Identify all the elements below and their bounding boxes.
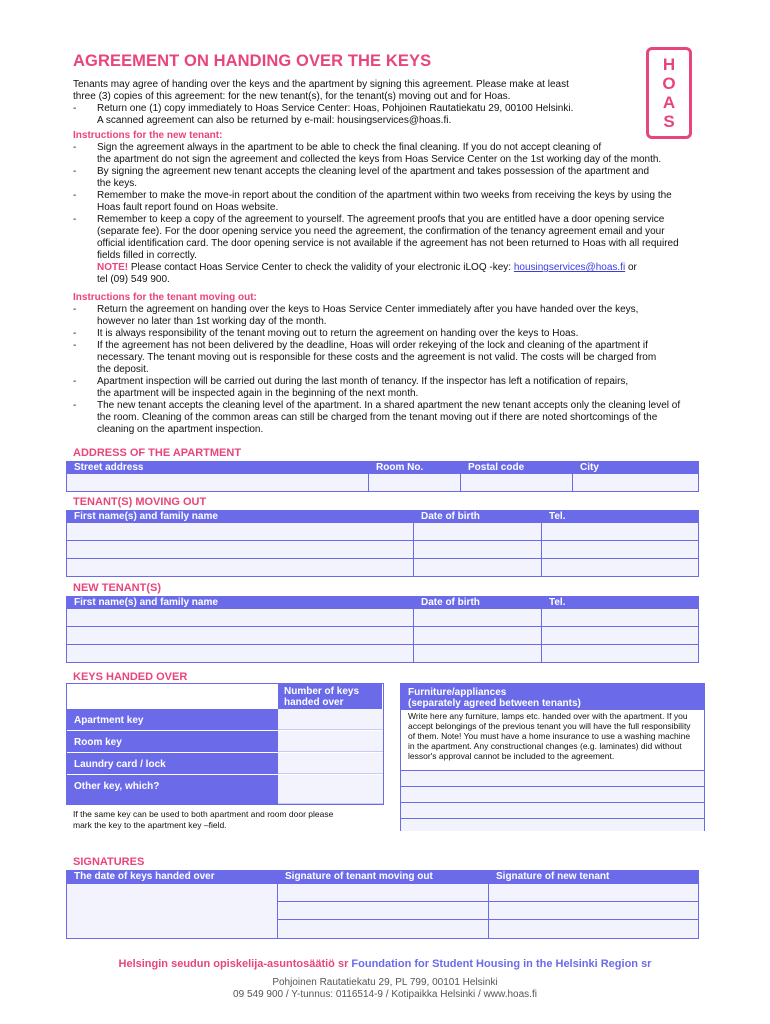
- item-line: Return the agreement on handing over the keys to Hoas Service Center immediately after you have handed over the keys,: [97, 304, 639, 315]
- intro-line: Tenants may agree of handing over the keys and the apartment by signing this agreement. Please make at least: [73, 79, 569, 90]
- intro-text: [73, 79, 569, 103]
- logo-letter: A: [662, 93, 676, 112]
- new-tenant-item: - Remember to make the move-in report about the condition of the apartment within two weeks from receiving the keys by using the Hoas fault report found on Hoas website.: [73, 190, 703, 214]
- address-table: [66, 461, 699, 492]
- item-line: It is always responsibility of the tenant moving out to return the agreement on handing over the keys to Hoas.: [97, 328, 579, 339]
- item-line: the deposit.: [97, 364, 149, 375]
- item-line: Sign the agreement always in the apartment to be able to check the final cleaning. If you do not accept cleaning of: [97, 142, 602, 153]
- new-tenant-heading: Instructions for the new tenant:: [73, 130, 223, 141]
- intro-line: three (3) copies of this agreement: for the new tenant(s), for the tenant(s) moving out and for Hoas.: [73, 91, 511, 102]
- name-field[interactable]: [67, 627, 414, 645]
- item-line: fields filled in correctly.: [97, 250, 197, 261]
- note-label: NOTE!: [97, 262, 129, 273]
- furniture-field[interactable]: [401, 802, 704, 818]
- keys-heading: KEYS HANDED OVER: [73, 671, 188, 683]
- col-room-no: Room No.: [369, 462, 461, 474]
- other-key-label: Other key, which?: [66, 775, 278, 804]
- furniture-header-line: Furniture/appliances: [408, 687, 507, 698]
- keys-note-line: mark the key to the apartment key –field.: [73, 820, 227, 830]
- date-of-birth-field[interactable]: [414, 523, 542, 541]
- new-tenants-heading: NEW TENANT(S): [73, 582, 161, 594]
- name-field[interactable]: [67, 559, 414, 577]
- item-line: the room. Cleaning of the common areas can still be charged from the tenant moving out if there are noted shortcomings of the: [97, 412, 658, 423]
- footer-contact: 09 549 900 / Y-tunnus: 0116514-9 / Kotipaikka Helsinki / www.hoas.fi: [233, 989, 537, 1000]
- col-tel: Tel.: [542, 597, 699, 609]
- city-field[interactable]: [573, 474, 699, 492]
- note-text: Please contact Hoas Service Center to check the validity of your electronic iLOQ -key:: [128, 262, 514, 273]
- laundry-card-label: Laundry card / lock: [66, 753, 278, 774]
- col-name: First name(s) and family name: [67, 511, 414, 523]
- item-line: the apartment do not sign the agreement and collected the keys from Hoas Service Center on the 1st working day of the month.: [97, 154, 662, 165]
- moving-out-heading: Instructions for the tenant moving out:: [73, 292, 257, 303]
- apartment-key-count-field[interactable]: [278, 709, 383, 730]
- tel-field[interactable]: [542, 559, 699, 577]
- new-tenant-item: - Sign the agreement always in the apartment to be able to check the final cleaning. If you do not accept cleaning of the apartment do not sign the agreement and collected the keys from Hoas Service Center on the 1st working day of the month.: [73, 142, 703, 166]
- keys-note: [73, 809, 333, 831]
- moving-out-item: - If the agreement has not been delivered by the deadline, Hoas will order rekeying of the lock and cleaning of the apartment if necessary. The tenant moving out is responsible for these costs and the agreement is not valid. The costs will be charged from the deposit.: [73, 340, 703, 376]
- number-of-keys-header: Number of keys handed over: [278, 683, 382, 709]
- furniture-note: Write here any furniture, lamps etc. handed over with the apartment. If you accept belongings of the previous tenant you will have the full responsibility of them. Note! You must have a home insurance to use a washing machine in the apartment. Any constructional changes (e.g. laminates) did without lessor's approval cannot be included to the agreement.: [408, 711, 691, 761]
- moving-out-table: [66, 510, 699, 577]
- new-tenant-item: - Remember to keep a copy of the agreement to yourself. The agreement proofs that you are entitled have a door opening service (separate fee). For the door opening service you need the agreement, the confirmation of the tenancy agreement email and your official identification card. The door opening service is not available if the agreement has not been returned to Hoas with all required fields filled in correctly. NOTE! Please contact Hoas Service Center to check the validity of your electronic iLOQ -key: housingservices@hoas.fi or tel (09) 549 900.: [73, 214, 703, 286]
- furniture-field[interactable]: [401, 818, 704, 831]
- col-tel: Tel.: [542, 511, 699, 523]
- signatures-heading: SIGNATURES: [73, 856, 145, 868]
- item-line: If the agreement has not been delivered by the deadline, Hoas will order rekeying of the lock and cleaning of the apartment if: [97, 340, 648, 351]
- moving-out-item: - The new tenant accepts the cleaning level of the apartment. In a shared apartment the new tenant accepts only the cleaning level of the room. Cleaning of the common areas can still be charged from the tenant moving out if there are noted shortcomings of the cleaning on the apartment inspection.: [73, 400, 703, 436]
- col-date-handed-over: The date of keys handed over: [66, 870, 277, 883]
- item-line: Apartment inspection will be carried out during the last month of tenancy. If the inspector has left a notification of repairs,: [97, 376, 629, 387]
- signature-moving-out-field[interactable]: [277, 919, 489, 939]
- new-tenant-item: - By signing the agreement new tenant accepts the cleaning level of the apartment and takes possession of the apartment and the keys.: [73, 166, 703, 190]
- item-line: official identification card. The door opening service is not available if the agreement has not been returned to Hoas with all required: [97, 238, 679, 249]
- signature-new-tenant-field[interactable]: [488, 883, 699, 902]
- item-line: By signing the agreement new tenant accepts the cleaning level of the apartment and takes possession of the apartment and: [97, 166, 650, 177]
- footer-organization: [0, 958, 770, 970]
- furniture-field[interactable]: [401, 770, 704, 786]
- moving-out-item: - It is always responsibility of the tenant moving out to return the agreement on handing over the keys to Hoas.: [73, 328, 703, 340]
- moving-out-item: - Return the agreement on handing over the keys to Hoas Service Center immediately after you have handed over the keys, however no later than 1st working day of the month.: [73, 304, 703, 328]
- furniture-header: [401, 684, 704, 710]
- date-of-birth-field[interactable]: [414, 609, 542, 627]
- page-title: AGREEMENT ON HANDING OVER THE KEYS: [73, 52, 432, 70]
- item-line: necessary. The tenant moving out is responsible for these costs and the agreement is not valid. The costs will be charged from: [97, 352, 657, 363]
- item-line: however no later than 1st working day of the month.: [97, 316, 327, 327]
- date-of-birth-field[interactable]: [414, 627, 542, 645]
- note-tel: tel (09) 549 900.: [97, 274, 170, 285]
- item-line: The new tenant accepts the cleaning level of the apartment. In a shared apartment the new tenant accepts only the cleaning level of: [97, 400, 681, 411]
- room-key-count-field[interactable]: [278, 731, 383, 752]
- logo-letter: O: [662, 74, 676, 93]
- col-signature-moving-out: Signature of tenant moving out: [277, 870, 488, 883]
- email-link[interactable]: housingservices@hoas.fi: [513, 262, 626, 273]
- new-tenants-table: [66, 596, 699, 663]
- item-line: the keys.: [97, 178, 138, 189]
- room-key-label: Room key: [66, 731, 278, 752]
- note-or: or: [625, 262, 637, 273]
- laundry-card-count-field[interactable]: [278, 753, 383, 774]
- signature-moving-out-field[interactable]: [277, 883, 489, 902]
- furniture-header-line: (separately agreed between tenants): [408, 698, 581, 709]
- item-line: (separate fee). For the door opening service you need the agreement, the confirmation of the tenancy agreement email and your: [97, 226, 665, 237]
- date-of-birth-field[interactable]: [414, 645, 542, 663]
- name-field[interactable]: [67, 645, 414, 663]
- col-name: First name(s) and family name: [67, 597, 414, 609]
- room-no-field[interactable]: [369, 474, 461, 492]
- street-address-field[interactable]: [67, 474, 369, 492]
- intro-item: - Return one (1) copy immediately to Hoas Service Center: Hoas, Pohjoinen Rautatiekatu 29, 00100 Helsinki. A scanned agreement can also be returned by e-mail: housingservices@hoas.fi.: [73, 103, 703, 127]
- tel-field[interactable]: [542, 645, 699, 663]
- signature-new-tenant-field[interactable]: [488, 901, 699, 920]
- col-date-of-birth: Date of birth: [414, 597, 542, 609]
- date-of-birth-field[interactable]: [414, 559, 542, 577]
- col-date-of-birth: Date of birth: [414, 511, 542, 523]
- date-handed-over-field[interactable]: [66, 883, 278, 939]
- signature-moving-out-field[interactable]: [277, 901, 489, 920]
- date-of-birth-field[interactable]: [414, 541, 542, 559]
- item-line: cleaning on the apartment inspection.: [97, 424, 264, 435]
- tel-field[interactable]: [542, 627, 699, 645]
- address-heading: ADDRESS OF THE APARTMENT: [73, 447, 242, 459]
- item-line: Remember to keep a copy of the agreement to yourself. The agreement proofs that you are entitled have a door opening service: [97, 214, 665, 225]
- intro-item-line: Return one (1) copy immediately to Hoas Service Center: Hoas, Pohjoinen Rautatiekatu 29, 00100 Helsinki.: [97, 103, 574, 114]
- item-line: Remember to make the move-in report about the condition of the apartment within two weeks from receiving the keys by using the: [97, 190, 672, 201]
- signature-new-tenant-field[interactable]: [488, 919, 699, 939]
- moving-out-item: - Apartment inspection will be carried out during the last month of tenancy. If the inspector has left a notification of repairs, the apartment will be inspected again in the beginning of the next month.: [73, 376, 703, 400]
- tel-field[interactable]: [542, 541, 699, 559]
- footer-org-fi: Helsingin seudun opiskelija-asuntosäätiö sr: [118, 958, 349, 970]
- footer-org-en: Foundation for Student Housing in the Helsinki Region sr: [348, 958, 652, 970]
- col-city: City: [573, 462, 699, 474]
- intro-item-line: A scanned agreement can also be returned by e-mail: housingservices@hoas.fi.: [97, 115, 452, 126]
- logo-letter: H: [662, 55, 676, 74]
- tel-field[interactable]: [542, 523, 699, 541]
- apartment-key-label: Apartment key: [66, 709, 278, 730]
- other-key-count-field[interactable]: [278, 775, 383, 804]
- name-field[interactable]: [67, 523, 414, 541]
- name-field[interactable]: [67, 609, 414, 627]
- logo-letter: S: [663, 112, 675, 131]
- keys-note-line: If the same key can be used to both apartment and room door please: [73, 809, 334, 819]
- moving-out-table-heading: TENANT(S) MOVING OUT: [73, 496, 207, 508]
- item-line: the apartment will be inspected again in the beginning of the next month.: [97, 388, 419, 399]
- item-line: Hoas fault report found on Hoas website.: [97, 202, 279, 213]
- col-signature-new-tenant: Signature of new tenant: [488, 870, 699, 883]
- col-postal-code: Postal code: [461, 462, 573, 474]
- tel-field[interactable]: [542, 609, 699, 627]
- name-field[interactable]: [67, 541, 414, 559]
- footer-address: Pohjoinen Rautatiekatu 29, PL 799, 00101 Helsinki: [272, 977, 498, 988]
- note-line: [97, 262, 703, 274]
- col-street-address: Street address: [67, 462, 369, 474]
- furniture-field[interactable]: [401, 786, 704, 802]
- postal-code-field[interactable]: [461, 474, 573, 492]
